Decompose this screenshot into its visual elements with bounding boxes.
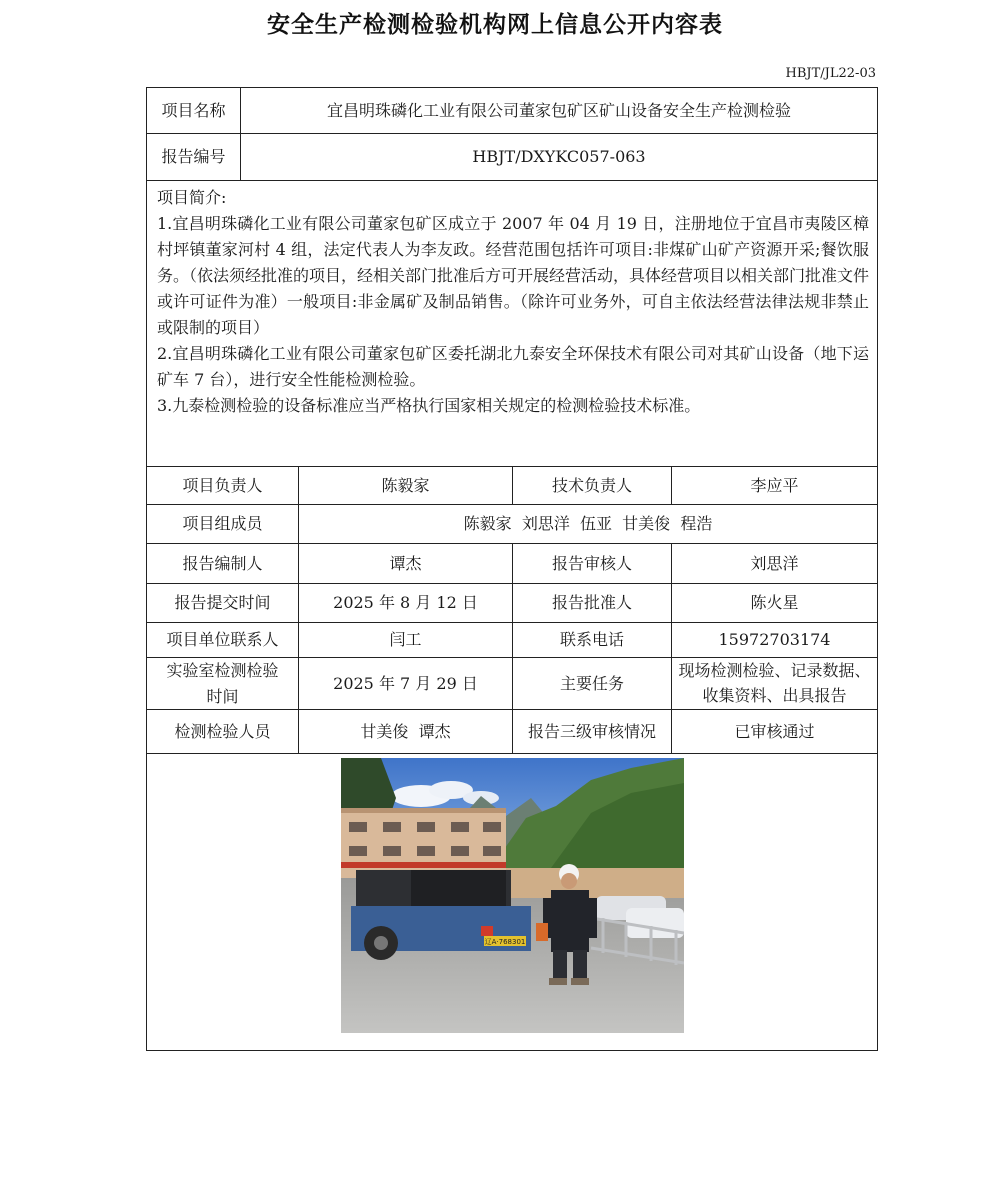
photo-window <box>349 822 367 832</box>
photo-window <box>383 846 401 856</box>
project-leader-label: 项目负责人 <box>147 467 299 504</box>
table-row <box>147 544 877 584</box>
phone-label: 联系电话 <box>513 623 672 657</box>
photo-person-shoe <box>571 978 589 985</box>
info-table <box>146 87 878 1051</box>
photo-truck-engine <box>411 870 506 906</box>
photo-person-arm <box>587 898 597 938</box>
photo-window <box>451 846 469 856</box>
report-number-row <box>147 134 877 181</box>
page-title: 安全生产检测检验机构网上信息公开内容表 <box>267 12 723 38</box>
table-row <box>147 467 877 505</box>
submit-time-label: 报告提交时间 <box>147 584 299 622</box>
lab-test-time-value: 2025 年 7 月 29 日 <box>299 658 513 709</box>
photo-truck-hub <box>374 936 388 950</box>
photo-person-shoe <box>549 978 567 985</box>
photo-banner <box>341 862 506 868</box>
report-author-value: 谭杰 <box>299 544 513 583</box>
photo-truck-light <box>481 926 493 936</box>
photo-window <box>483 846 501 856</box>
project-intro <box>147 181 877 467</box>
photo-window <box>417 846 435 856</box>
photo-plate-text: 辽A·768301 <box>484 938 526 946</box>
report-approver-label: 报告批准人 <box>513 584 672 622</box>
photo-person-face <box>561 873 577 889</box>
report-approver-value: 陈火星 <box>750 593 799 613</box>
inspectors-value: 甘美俊 谭杰 <box>299 710 513 753</box>
photo-person-leg <box>573 950 587 980</box>
report-number-value: HBJT/DXYKC057-063 <box>472 147 646 167</box>
photo-window <box>483 822 501 832</box>
report-reviewer-label: 报告审核人 <box>513 544 672 583</box>
review-status-value: 已审核通过 <box>734 721 815 741</box>
table-row <box>147 505 877 544</box>
project-name-value: 宜昌明珠磷化工业有限公司董家包矿区矿山设备安全生产检测检验 <box>326 100 791 120</box>
team-members-label: 项目组成员 <box>147 505 299 543</box>
project-name-row <box>147 88 877 134</box>
table-row <box>147 658 877 710</box>
photo-window <box>349 846 367 856</box>
report-number-label: 报告编号 <box>147 134 241 180</box>
tech-leader-label: 技术负责人 <box>513 467 672 504</box>
intro-paragraph-1: 1.宜昌明珠磷化工业有限公司董家包矿区成立于 2007 年 04 月 19 日，注册地位于宜昌市夷陵区樟村坪镇董家河村 4 组，法定代表人为李友政。经营范围包括许可项目:非煤矿山矿产资源开采;餐饮服务。（依法须经批准的项目，经相关部门批准后方可开展经营活动，具体经营项目以相关部门批准文件或许可证件为准）一般项目:非金属矿及制品销售。（除许可业务外，可自主依法经营法律法规非禁止或限制的项目） <box>157 214 870 337</box>
photo-person-body <box>551 890 589 952</box>
photo-window <box>383 822 401 832</box>
intro-paragraph-3: 3.九泰检测检验的设备标准应当严格执行国家相关规定的检测检验技术标准。 <box>157 396 701 415</box>
review-status-label: 报告三级审核情况 <box>513 710 672 753</box>
main-task-label: 主要任务 <box>513 658 672 709</box>
intro-paragraph-2: 2.宜昌明珠磷化工业有限公司董家包矿区委托湖北九泰安全环保技术有限公司对其矿山设备（地下运矿车 7 台），进行安全性能检测检验。 <box>157 344 869 389</box>
project-name-label: 项目名称 <box>147 88 241 133</box>
form-code: HBJT/JL22-03 <box>785 66 876 81</box>
tech-leader-value: 李应平 <box>750 475 799 495</box>
intro-heading: 项目简介: <box>157 188 227 207</box>
team-members-value: 陈毅家 刘思洋 伍亚 甘美俊 程浩 <box>463 514 713 534</box>
report-reviewer-value: 刘思洋 <box>750 553 799 573</box>
photo-building-roof <box>341 808 506 813</box>
photo-window <box>417 822 435 832</box>
photo-person-leg <box>553 950 567 980</box>
table-row <box>147 584 877 623</box>
lab-test-time-label: 实验室检测检验时间 <box>147 658 299 709</box>
project-leader-value: 陈毅家 <box>299 467 513 504</box>
client-contact-label: 项目单位联系人 <box>147 623 299 657</box>
photo-window <box>451 822 469 832</box>
photo-wall <box>506 868 684 898</box>
client-contact-value: 闫工 <box>299 623 513 657</box>
table-row <box>147 623 877 658</box>
phone-value: 15972703174 <box>718 630 831 650</box>
table-row <box>147 710 877 754</box>
photo-orange-box <box>536 923 548 941</box>
main-task-value: 现场检测检验、记录数据、收集资料、出具报告 <box>678 660 871 705</box>
site-photo <box>341 758 684 1033</box>
inspectors-label: 检测检验人员 <box>147 710 299 753</box>
report-author-label: 报告编制人 <box>147 544 299 583</box>
submit-time-value: 2025 年 8 月 12 日 <box>299 584 513 622</box>
